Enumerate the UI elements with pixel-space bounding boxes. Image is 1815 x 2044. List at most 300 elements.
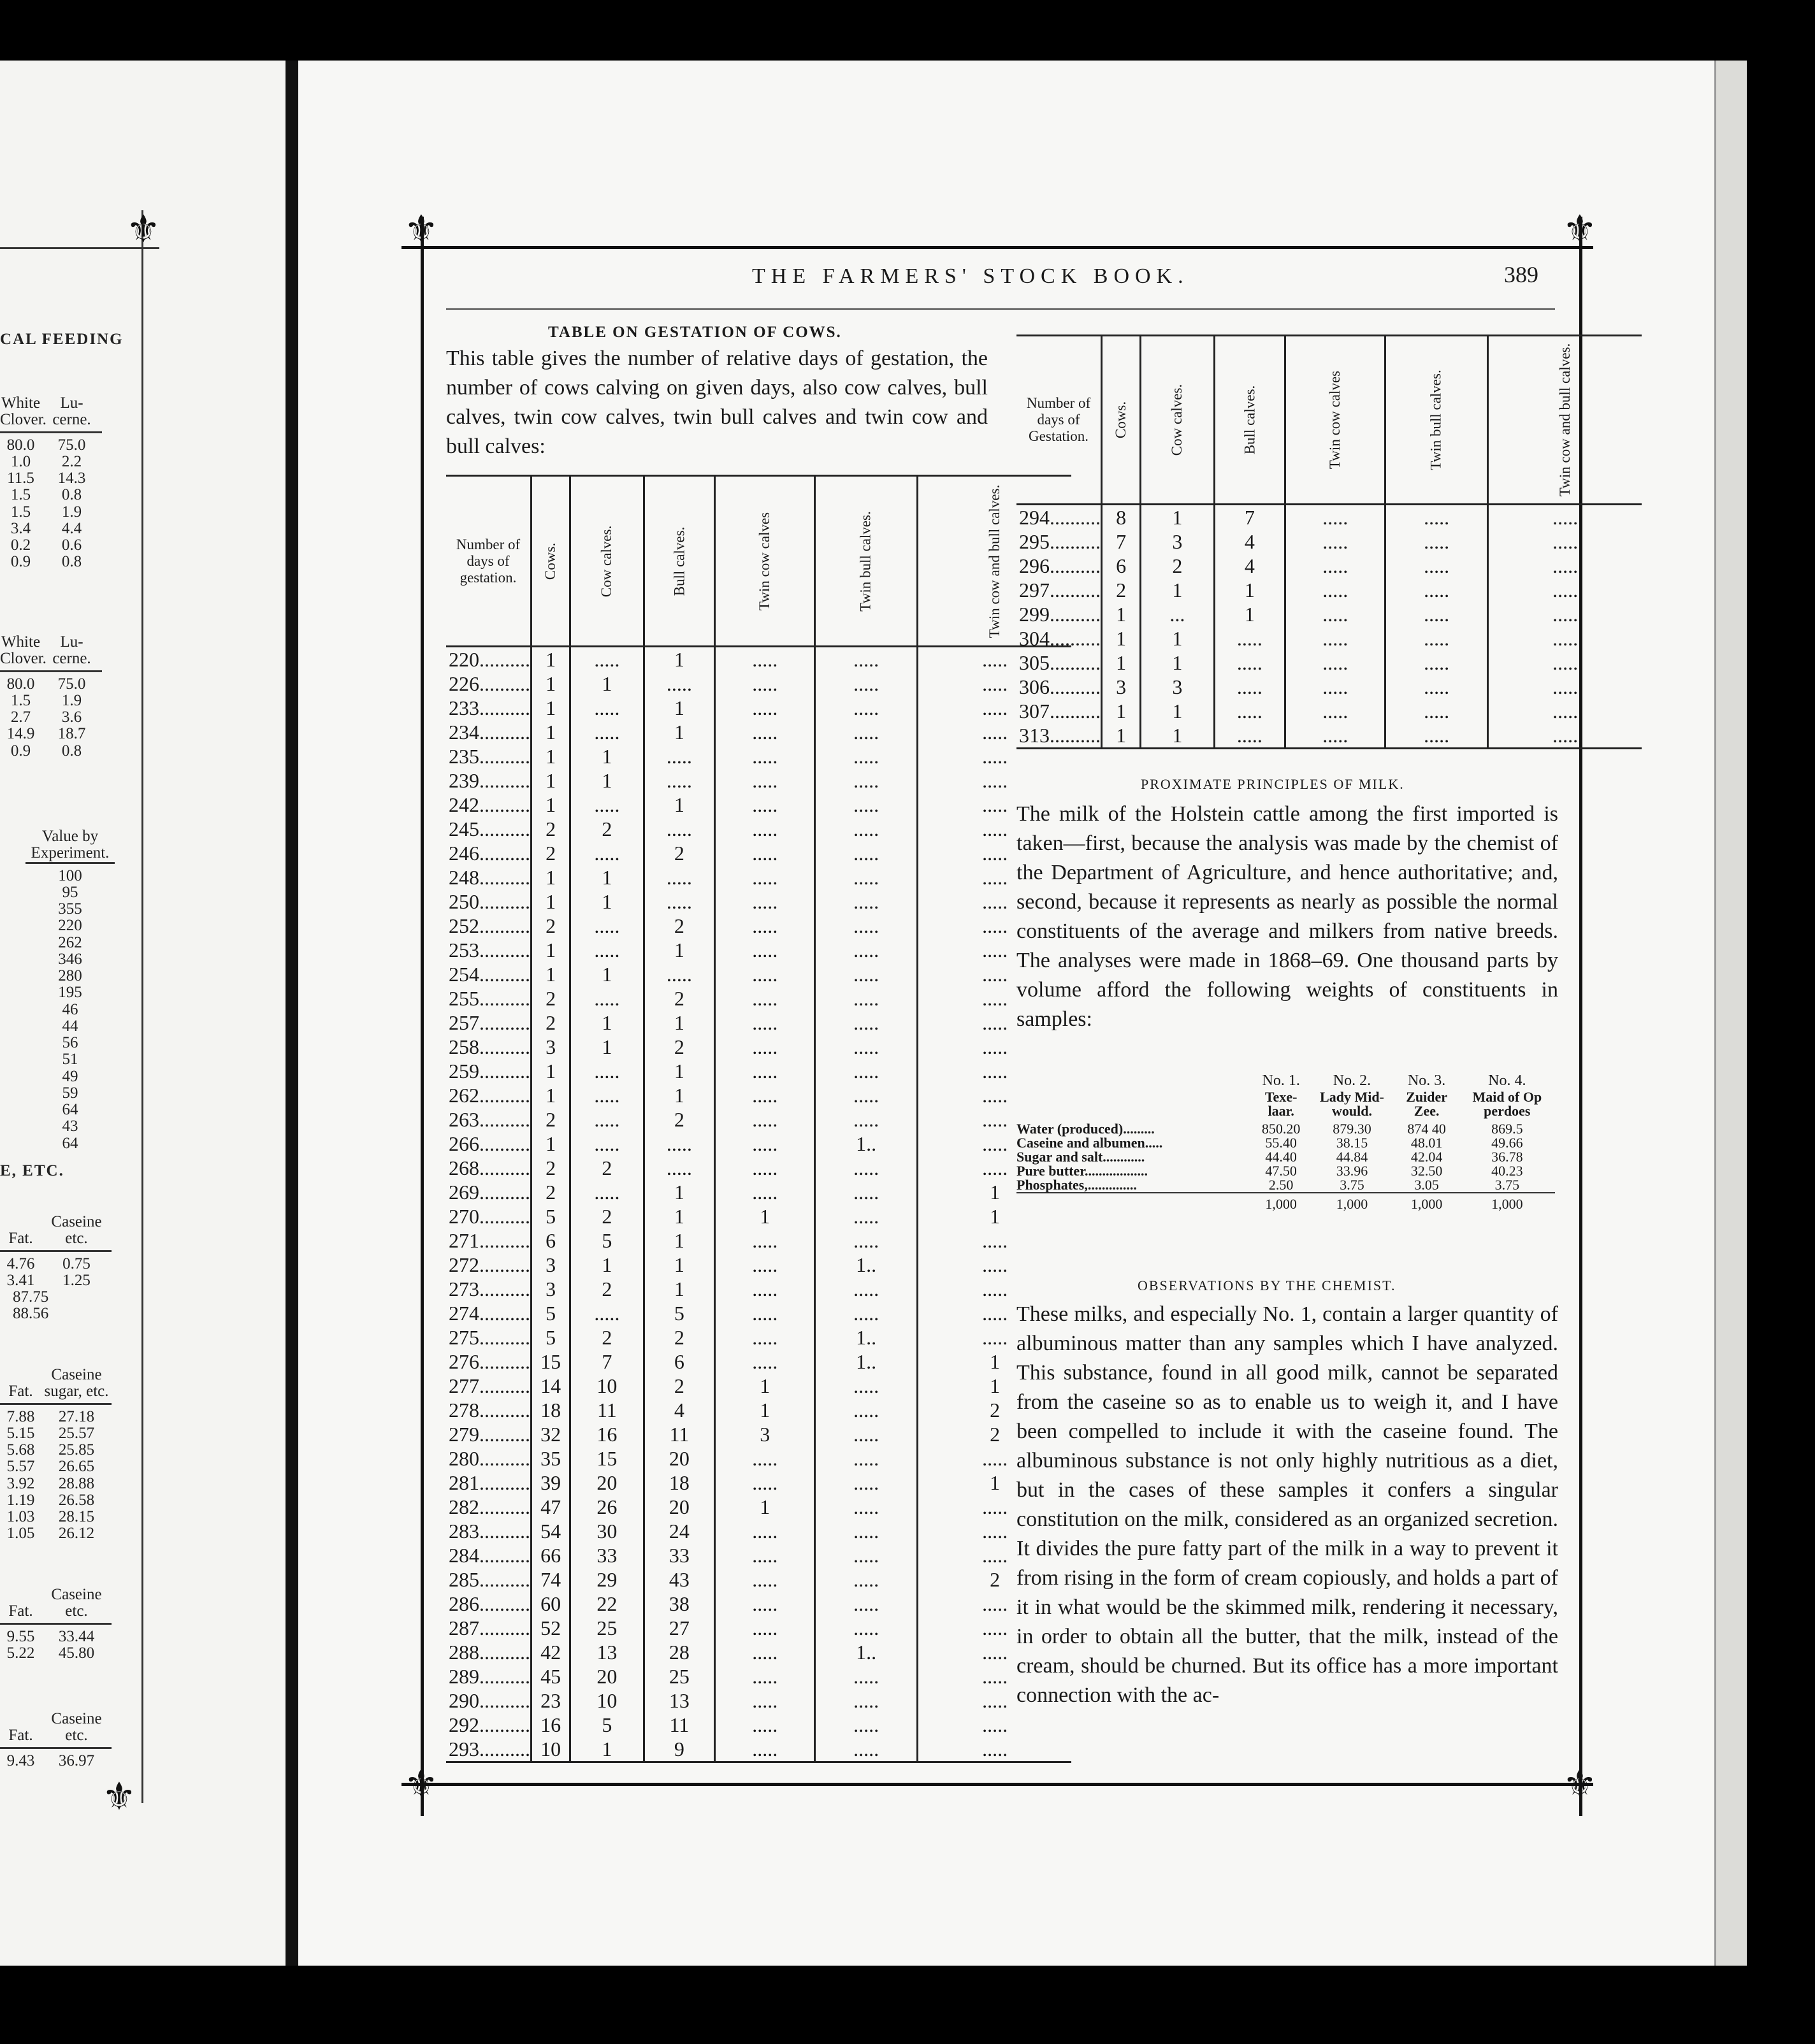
gestation-days-cell: 288.......... [449, 1641, 530, 1664]
count-cell: ..... [1385, 699, 1487, 723]
count-cell: 4 [644, 1398, 715, 1422]
count-cell: 1 [715, 1374, 815, 1398]
count-cell: 20 [570, 1471, 644, 1495]
count-cell: ..... [715, 1035, 815, 1059]
fragment-value: 43 [62, 1118, 78, 1135]
count-cell: 20 [644, 1446, 715, 1471]
column-header [644, 476, 715, 647]
count-cell: 24 [644, 1519, 715, 1543]
count-cell: 1 [531, 647, 570, 672]
fragment-cell: 5.57 [6, 1458, 35, 1476]
constituent-value: 874 40 [1407, 1121, 1446, 1137]
count-cell: ..... [715, 1253, 815, 1277]
blank-cell [1016, 1193, 1252, 1211]
count-cell: ..... [917, 1035, 1071, 1059]
gestation-days-cell: 252.......... [449, 914, 530, 937]
count-cell: 2 [531, 1180, 570, 1204]
count-cell: ..... [1285, 626, 1385, 651]
count-cell: 1 [917, 1374, 1071, 1398]
count-cell: 1 [644, 1204, 715, 1228]
gestation-days-cell: 307.......... [1019, 700, 1101, 723]
count-cell: ..... [715, 744, 815, 768]
count-cell: 1 [570, 1737, 644, 1762]
gestation-days-cell: 234.......... [449, 721, 530, 744]
count-cell: 7 [1214, 505, 1285, 530]
count-cell: ..... [815, 1519, 917, 1543]
count-cell: ..... [917, 1156, 1071, 1180]
frame-top [401, 246, 1593, 249]
gestation-days-cell: 279.......... [449, 1423, 530, 1446]
fragment-cell: 2.2 [61, 452, 82, 470]
blank-cell [1016, 1074, 1252, 1090]
count-cell: 2 [531, 1011, 570, 1035]
count-cell: 1 [1102, 651, 1141, 675]
count-cell: ..... [1285, 554, 1385, 578]
table-row [446, 1567, 1071, 1592]
table-row [446, 744, 1071, 768]
count-cell: ..... [1385, 554, 1487, 578]
column-header [1141, 336, 1214, 505]
count-cell: ..... [815, 1301, 917, 1325]
count-cell: 1 [531, 720, 570, 744]
count-cell: ..... [570, 1107, 644, 1132]
count-cell: ..... [715, 696, 815, 720]
sample-name: Zuider Zee. [1406, 1089, 1448, 1119]
constituent-value: 49.66 [1491, 1135, 1523, 1151]
constituent-value: 36.78 [1491, 1149, 1523, 1165]
fragment-header-cell: Fat. [8, 1230, 33, 1248]
fragment-header-cell: Caseine sugar, etc. [44, 1366, 109, 1400]
count-cell: 2 [917, 1422, 1071, 1446]
count-cell: ..... [1487, 699, 1642, 723]
fragment-header-cell: Fat. [8, 1727, 33, 1745]
column-header [1487, 336, 1642, 505]
count-cell: 1 [1141, 723, 1214, 749]
fragment-cell: 1.03 [6, 1508, 35, 1525]
count-cell: 1.. [815, 1349, 917, 1374]
count-cell: ..... [1214, 699, 1285, 723]
count-cell: ..... [815, 817, 917, 841]
count-cell: 15 [531, 1349, 570, 1374]
count-cell: 13 [570, 1640, 644, 1664]
count-cell: ..... [570, 841, 644, 865]
running-head: THE FARMERS' STOCK BOOK. [752, 264, 1189, 288]
fragment-cell: 2.7 [10, 709, 31, 726]
fragment-row [0, 437, 102, 454]
table-row [446, 1664, 1071, 1688]
count-cell: 1 [644, 1059, 715, 1083]
fragment-cell: 26.65 [58, 1458, 95, 1476]
fragment-cell: 0.2 [10, 536, 31, 554]
count-cell: 32 [531, 1422, 570, 1446]
table-row [1016, 723, 1642, 749]
fragment-cell: 80.0 [6, 675, 35, 693]
count-cell: ..... [1214, 723, 1285, 749]
fragment-cell: 1.9 [61, 691, 82, 709]
table-row [446, 1059, 1071, 1083]
count-cell: ..... [815, 1277, 917, 1301]
column-header-days: Number of days of gestation. [456, 536, 521, 586]
page-edge [1714, 61, 1747, 1966]
count-cell: ..... [1487, 651, 1642, 675]
count-cell: ..... [570, 696, 644, 720]
count-cell: 7 [570, 1349, 644, 1374]
constituent-label: Water (produced)......... [1016, 1121, 1155, 1137]
count-cell: 2 [644, 841, 715, 865]
count-cell: ..... [715, 1737, 815, 1762]
count-cell: ..... [1487, 578, 1642, 602]
count-cell: 3 [531, 1277, 570, 1301]
table-row [446, 696, 1071, 720]
fragment-header-cell: Lu-cerne. [52, 394, 91, 429]
count-cell: 2 [1141, 554, 1214, 578]
count-cell: ..... [917, 865, 1071, 889]
sample-number: No. 2. [1333, 1072, 1371, 1089]
count-cell: ..... [815, 1737, 917, 1762]
fragment-cell: 0.8 [61, 742, 82, 759]
count-cell: 5 [570, 1228, 644, 1253]
fragment-cell: 9.55 [6, 1627, 35, 1645]
count-cell: 1 [531, 768, 570, 793]
fragment-cell: 28.15 [58, 1508, 95, 1525]
count-cell: ..... [715, 1059, 815, 1083]
count-cell: 7 [1102, 529, 1141, 554]
fragment-header [0, 1711, 112, 1749]
count-cell: ..... [570, 1180, 644, 1204]
constituent-value: 44.84 [1336, 1149, 1368, 1165]
count-cell: 2 [570, 1156, 644, 1180]
count-cell: 1 [644, 1180, 715, 1204]
fragment-row [0, 1272, 112, 1289]
column-header [1214, 336, 1285, 505]
count-cell: ..... [644, 889, 715, 914]
count-cell: 6 [531, 1228, 570, 1253]
count-cell: ..... [715, 1446, 815, 1471]
column-header-label: Twin cow calves [1327, 370, 1343, 470]
total-value: 1,000 [1310, 1193, 1394, 1211]
gestation-days-cell: 280.......... [449, 1447, 530, 1470]
fragment-cell: 25.85 [58, 1441, 95, 1458]
count-cell: 1 [570, 744, 644, 768]
count-cell: ..... [1487, 554, 1642, 578]
gestation-days-cell: 272.......... [449, 1253, 530, 1276]
gestation-days-cell: 270.......... [449, 1205, 530, 1228]
table-row [446, 768, 1071, 793]
table-row [1016, 554, 1642, 578]
count-cell: 47 [531, 1495, 570, 1519]
count-cell: ..... [815, 1059, 917, 1083]
count-cell: 1 [570, 1011, 644, 1035]
count-cell: 2 [917, 1567, 1071, 1592]
count-cell: 1 [570, 865, 644, 889]
count-cell: ..... [1285, 699, 1385, 723]
constituent-value: 55.40 [1265, 1135, 1297, 1151]
count-cell: ..... [644, 672, 715, 696]
count-cell: ..... [917, 744, 1071, 768]
count-cell: 1 [917, 1349, 1071, 1374]
count-cell: ..... [815, 1228, 917, 1253]
count-cell: ..... [917, 986, 1071, 1011]
count-cell: ..... [917, 817, 1071, 841]
left-table-7 [0, 1711, 112, 1769]
count-cell: ..... [917, 1616, 1071, 1640]
count-cell: ..... [715, 1011, 815, 1035]
table-row [446, 1204, 1071, 1228]
count-cell: ..... [917, 1277, 1071, 1301]
table-row [446, 986, 1071, 1011]
column-header-label: Cow calves. [1169, 384, 1185, 456]
count-cell: ..... [570, 793, 644, 817]
table-row [446, 1228, 1071, 1253]
count-cell: ..... [815, 1616, 917, 1640]
count-cell: 8 [1102, 505, 1141, 530]
count-cell: 6 [1102, 554, 1141, 578]
count-cell: ..... [1214, 626, 1285, 651]
fragment-cell: 0.9 [10, 553, 31, 571]
count-cell: 4 [1214, 554, 1285, 578]
count-cell: ..... [644, 768, 715, 793]
count-cell: 42 [531, 1640, 570, 1664]
count-cell: ..... [715, 1471, 815, 1495]
fragment-row [0, 554, 102, 570]
count-cell: ..... [715, 1132, 815, 1156]
count-cell: 1 [570, 672, 644, 696]
table-row [446, 1737, 1071, 1762]
count-cell: ..... [570, 1132, 644, 1156]
table-row [446, 1592, 1071, 1616]
table-row [1016, 578, 1642, 602]
count-cell: ..... [917, 1519, 1071, 1543]
fragment-cell: 28.88 [58, 1474, 95, 1492]
table-row [1016, 602, 1642, 626]
count-cell: ..... [815, 1471, 917, 1495]
count-cell: ..... [917, 1011, 1071, 1035]
fragment-value: 64 [62, 1101, 78, 1118]
count-cell: 1 [531, 962, 570, 986]
fragment-row [0, 1525, 112, 1542]
fragment-cell: 1.5 [10, 486, 31, 504]
count-cell: 5 [531, 1204, 570, 1228]
count-cell: 3 [531, 1253, 570, 1277]
column-header-label: Twin cow calves [756, 512, 773, 610]
column-header-label: Bull calves. [670, 526, 687, 596]
count-cell: ..... [917, 1107, 1071, 1132]
fragment-cell: 18.7 [57, 725, 86, 743]
column-header [1285, 336, 1385, 505]
count-cell: ..... [715, 865, 815, 889]
table-row [446, 1422, 1071, 1446]
gestation-days-cell: 268.......... [449, 1156, 530, 1179]
count-cell: 2 [531, 1156, 570, 1180]
frame-bottom [401, 1783, 1593, 1786]
count-cell: 1 [570, 1253, 644, 1277]
ornament-icon: ⚜ [1563, 1762, 1597, 1806]
constituent-value: 3.05 [1414, 1177, 1439, 1193]
sample-number: No. 4. [1488, 1072, 1526, 1089]
count-cell: 6 [644, 1349, 715, 1374]
fragment-row [0, 454, 102, 470]
table-row [446, 938, 1071, 962]
count-cell: 1 [570, 889, 644, 914]
count-cell: 18 [531, 1398, 570, 1422]
count-cell: 10 [531, 1737, 570, 1762]
count-cell: 2 [570, 1204, 644, 1228]
gestation-days-cell: 258.......... [449, 1035, 530, 1058]
count-cell: 1 [1214, 602, 1285, 626]
count-cell: ..... [644, 1132, 715, 1156]
count-cell: 3 [1102, 675, 1141, 699]
constituent-label: Pure butter.................. [1016, 1163, 1148, 1179]
fragment-value: 262 [58, 933, 82, 951]
gestation-days-cell: 285.......... [449, 1568, 530, 1591]
fragment-header-cell: White Clover. [0, 633, 47, 668]
table-row [446, 1325, 1071, 1349]
fragment-row [0, 1442, 112, 1458]
table-row [446, 672, 1071, 696]
table-row [446, 1519, 1071, 1543]
gestation-days-cell: 277.......... [449, 1374, 530, 1397]
count-cell: 1.. [815, 1325, 917, 1349]
count-cell: 60 [531, 1592, 570, 1616]
fragment-cell: 45.80 [58, 1644, 95, 1662]
column-header-label: Bull calves. [1241, 385, 1257, 455]
fragment-row [0, 1753, 112, 1769]
count-cell: 1 [531, 889, 570, 914]
table-row [446, 1301, 1071, 1325]
fragment-cell: 7.88 [6, 1407, 35, 1425]
fragment-cell: 3.6 [61, 709, 82, 726]
fragment-cell: 0.8 [61, 486, 82, 504]
fragment-value: 59 [62, 1084, 78, 1102]
count-cell: ..... [715, 914, 815, 938]
count-cell: ..... [715, 1228, 815, 1253]
fragment-value: 46 [62, 1000, 78, 1018]
count-cell: 1 [531, 865, 570, 889]
table-row [446, 1035, 1071, 1059]
gestation-days-cell: 242.......... [449, 793, 530, 816]
table-row [446, 865, 1071, 889]
fragment-cell: 5.22 [6, 1644, 35, 1662]
fragment-row [0, 726, 102, 742]
table-row [446, 817, 1071, 841]
count-cell: 1 [917, 1180, 1071, 1204]
gestation-days-cell: 282.......... [449, 1495, 530, 1518]
gestation-days-cell: 275.......... [449, 1326, 530, 1349]
count-cell: 1 [715, 1204, 815, 1228]
count-cell: ..... [715, 1180, 815, 1204]
fragment-cell: 80.0 [6, 436, 35, 454]
count-cell: 33 [570, 1543, 644, 1567]
count-cell: 54 [531, 1519, 570, 1543]
count-cell: ..... [1487, 505, 1642, 530]
fragment-cell: 26.58 [58, 1491, 95, 1509]
count-cell: ... [1141, 602, 1214, 626]
count-cell: ..... [917, 914, 1071, 938]
count-cell: ..... [715, 1640, 815, 1664]
sample-number: No. 3. [1407, 1072, 1446, 1089]
gestation-days-cell: 290.......... [449, 1689, 530, 1712]
count-cell: 2 [644, 1374, 715, 1398]
count-cell: 1 [531, 744, 570, 768]
table-row [446, 1398, 1071, 1422]
count-cell: ..... [715, 672, 815, 696]
count-cell: 66 [531, 1543, 570, 1567]
column-header [1385, 336, 1487, 505]
total-value: 1,000 [1252, 1193, 1310, 1211]
count-cell: ..... [570, 1083, 644, 1107]
count-cell: ..... [1385, 651, 1487, 675]
fragment-cell: 1.9 [61, 503, 82, 521]
count-cell: ..... [715, 1664, 815, 1688]
gestation-days-cell: 273.......... [449, 1278, 530, 1300]
count-cell: ..... [917, 1495, 1071, 1519]
fragment-cell: 0.75 [62, 1255, 90, 1272]
count-cell: ..... [917, 1688, 1071, 1713]
count-cell: 1.. [815, 1132, 917, 1156]
gestation-days-cell: 306.......... [1019, 675, 1101, 698]
fragment-value: 51 [62, 1051, 78, 1069]
fragment-cell: 1.5 [10, 503, 31, 521]
count-cell: 5 [570, 1713, 644, 1737]
table-row [1016, 1122, 1555, 1136]
gestation-days-cell: 283.......... [449, 1520, 530, 1543]
column-header [815, 476, 917, 647]
sample-name: Maid of Op perdoes [1472, 1089, 1542, 1119]
count-cell: ..... [815, 1374, 917, 1398]
gestation-table-left [446, 475, 1071, 1763]
milk-analysis-table [1016, 1074, 1555, 1211]
count-cell: ..... [1285, 529, 1385, 554]
table-row [1016, 651, 1642, 675]
gestation-table-right [1016, 335, 1642, 749]
fragment-row [0, 1476, 112, 1492]
count-cell: 3 [1141, 675, 1214, 699]
count-cell: ..... [1385, 675, 1487, 699]
count-cell: ..... [715, 1519, 815, 1543]
fragment-total: 88.56 [13, 1305, 49, 1323]
column-header-label: Twin cow and bull calves. [987, 484, 1003, 638]
fragment-header [0, 1367, 112, 1405]
table-row [446, 1688, 1071, 1713]
fragment-cell: 27.18 [58, 1407, 95, 1425]
count-cell: ..... [644, 744, 715, 768]
total-row [1016, 1193, 1555, 1211]
constituent-label: Sugar and salt............ [1016, 1149, 1145, 1165]
count-cell: ..... [917, 720, 1071, 744]
count-cell: 1 [644, 1228, 715, 1253]
count-cell: 1 [644, 1253, 715, 1277]
count-cell: ..... [1285, 651, 1385, 675]
count-cell: ..... [715, 841, 815, 865]
count-cell: ..... [715, 962, 815, 986]
count-cell: 10 [570, 1374, 644, 1398]
count-cell: 11 [644, 1713, 715, 1737]
count-cell: ..... [570, 720, 644, 744]
constituent-value: 44.40 [1265, 1149, 1297, 1165]
count-cell: ..... [815, 1180, 917, 1204]
count-cell: 2 [644, 1107, 715, 1132]
fragment-row [0, 470, 102, 487]
count-cell: ..... [715, 1567, 815, 1592]
count-cell: ..... [917, 889, 1071, 914]
ornament-icon: ⚜ [404, 1762, 438, 1806]
column-header-label: Twin cow and bull calves. [1557, 343, 1573, 497]
constituent-value: 3.75 [1494, 1177, 1520, 1193]
count-cell: 16 [531, 1713, 570, 1737]
count-cell: ..... [815, 914, 917, 938]
table-row [446, 914, 1071, 938]
fragment-cell: 11.5 [7, 470, 34, 487]
